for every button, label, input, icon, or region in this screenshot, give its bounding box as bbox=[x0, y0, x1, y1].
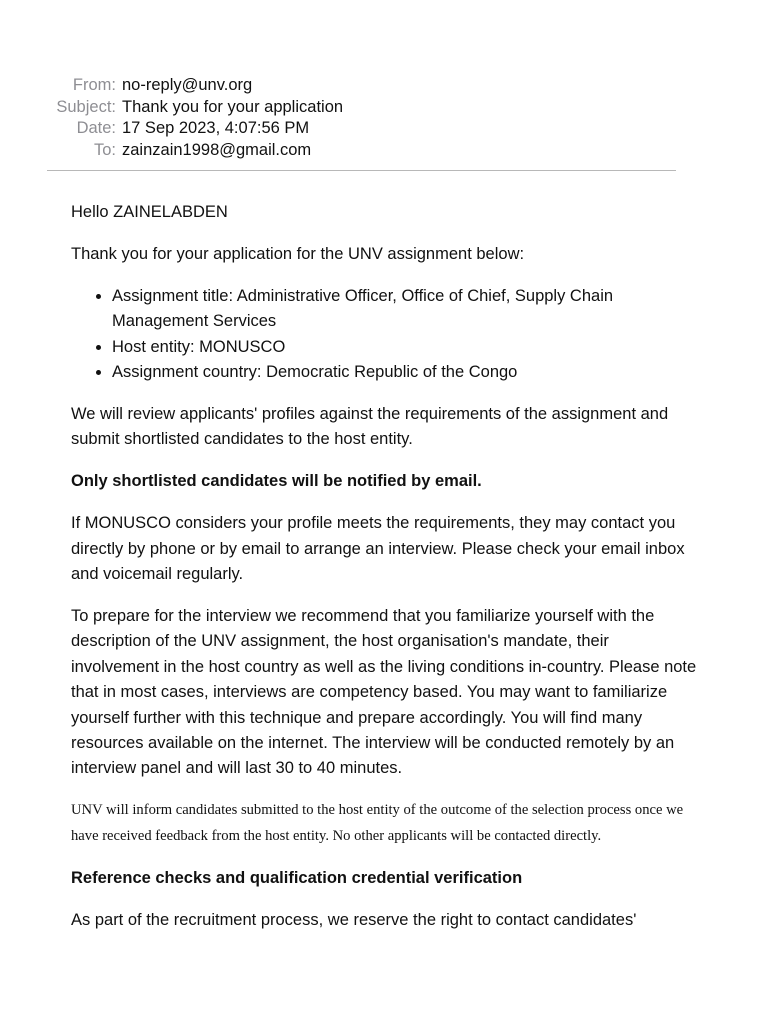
intro-paragraph: Thank you for your application for the UNV assignment below: bbox=[71, 244, 525, 263]
reference-heading: Reference checks and qualification credential verification bbox=[71, 868, 523, 887]
email-header bbox=[0, 75, 768, 162]
shortlist-notice: Only shortlisted candidates will be notified by email. bbox=[71, 472, 482, 491]
greeting: Hello ZAINELABDEN bbox=[71, 203, 228, 221]
list-item: • Assignment title: Administrative Officer, Office of Chief, Supply Chain Management Services bbox=[112, 284, 699, 335]
date-value: 17 Sep 2023, 4:07:56 PM bbox=[122, 119, 310, 138]
subject-value: Thank you for your application bbox=[122, 97, 344, 116]
reference-paragraph: As part of the recruitment process, we reserve the right to contact candidates' bbox=[71, 910, 637, 929]
from-value[interactable]: no-reply@unv.org bbox=[122, 76, 253, 94]
from-label: From: bbox=[72, 76, 116, 94]
list-item: • Host entity: MONUSCO bbox=[112, 335, 699, 360]
list-item: • Assignment country: Democratic Republic of the Congo bbox=[112, 360, 699, 385]
inform-paragraph: UNV will inform candidates submitted to the host entity of the outcome of the selection process once we have received feedback from the host entity. No other applicants will be contacted directly. bbox=[71, 802, 684, 844]
contact-paragraph: If MONUSCO considers your profile meets the requirements, they may contact you directly by phone or by email to arrange an interview. Please check your email inbox and voicemail regularly. bbox=[71, 514, 685, 583]
subject-row bbox=[0, 97, 768, 119]
prepare-paragraph: To prepare for the interview we recommend that you familiarize yourself with the description of the UNV assignment, the host organisation's mandate, their involvement in the host country as well as the living conditions in-country. Please note that in most cases, interviews are competency based. You may want to familiarize yourself further with this technique and prepare accordingly. You will find many resources available on the internet. The interview will be conducted remotely by an interview panel and will last 30 to 40 minutes. bbox=[71, 606, 697, 778]
subject-label: Subject: bbox=[56, 97, 116, 116]
review-paragraph: We will review applicants' profiles against the requirements of the assignment and submit shortlisted candidates to the host entity. bbox=[71, 404, 669, 449]
date-row bbox=[0, 118, 768, 140]
to-value[interactable]: zainzain1998@gmail.com bbox=[122, 141, 312, 160]
header-divider bbox=[47, 170, 676, 171]
date-label: Date: bbox=[76, 119, 116, 138]
from-row bbox=[0, 75, 768, 97]
to-label: To: bbox=[93, 141, 116, 160]
assignment-list bbox=[71, 284, 699, 386]
to-row bbox=[0, 140, 768, 162]
email-body bbox=[71, 200, 699, 950]
